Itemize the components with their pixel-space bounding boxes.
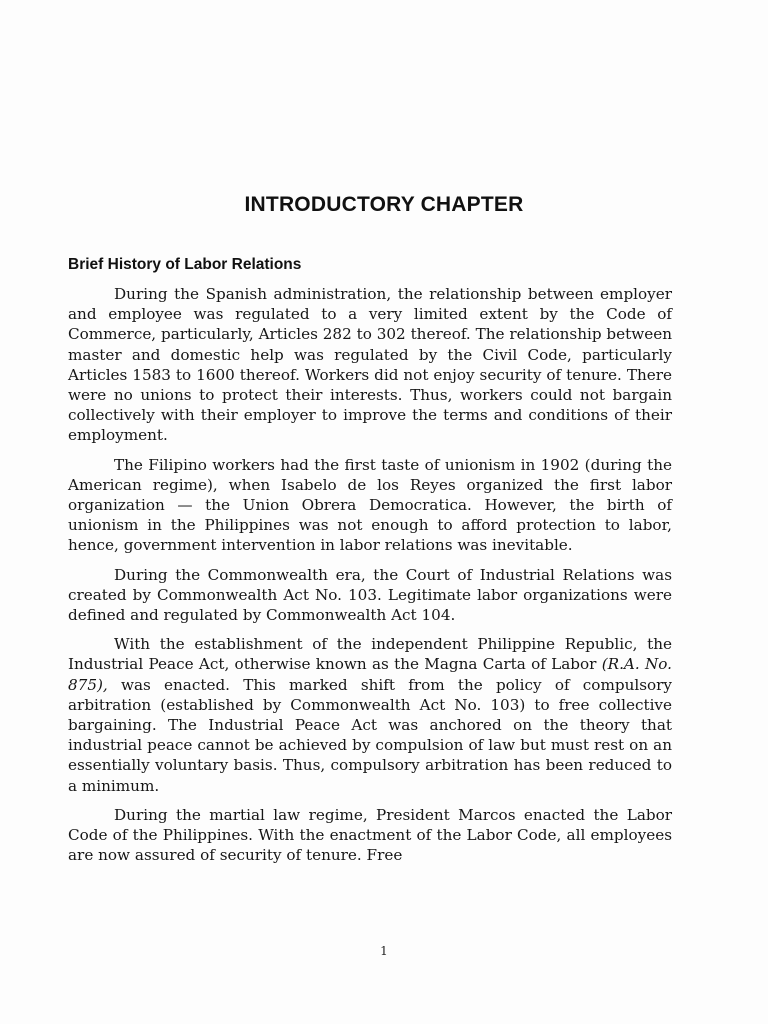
paragraph-1: During the Spanish administration, the relationship between employer and employee was regulated to a very limited extent by the Code of Commerce, particularly, Articles 282 to 302 thereof. The relationship between master and domestic help was regulated by the Civil Code, particularly Articles 1583 to 1600 thereof. Workers did not enjoy security of tenure. There were no unions to protect their interests. Thus, workers could not bargain collectively with their employer to improve the terms and conditions of their employment.: [68, 285, 672, 445]
paragraph-2: The Filipino workers had the first taste of unionism in 1902 (during the American regime), when Isabelo de los Reyes organized the first labor organization — the Union Obrera Democratica. However, the birth of unionism in the Philippines was not enough to afford protection to labor, hence, government intervention in labor relations was inevitable.: [68, 455, 672, 555]
page-number: 1: [380, 944, 388, 958]
paragraph-5: During the martial law regime, President Marcos enacted the Labor Code of the Philippines. With the enactment of the Labor Code, all employees are now assured of security of tenure. Free: [68, 805, 672, 865]
chapter-title: INTRODUCTORY CHAPTER: [244, 193, 524, 216]
paragraph-3: During the Commonwealth era, the Court of Industrial Relations was created by Commonwealth Act No. 103. Legitimate labor organizations were defined and regulated by Commonwealth Act 104.: [68, 565, 672, 625]
paragraph-4-text-after: was enacted. This marked shift from the policy of compulsory arbitration (established by Commonwealth Act No. 103) to free collective bargaining. The Industrial Peace Act was anchored on the theory that industrial peace cannot be achieved by compulsion of law but must rest on an essentially voluntary basis. Thus, compulsory arbitration has been reduced to a minimum.: [68, 675, 672, 795]
paragraph-4: [68, 634, 672, 796]
paragraph-4-citation: (R.A. No. 875),: [68, 655, 672, 694]
section-heading: Brief History of Labor Relations: [68, 256, 302, 273]
paragraph-4-text-before: With the establishment of the independent Philippine Republic, the Industrial Peace Act, otherwise known as the Magna Carta of Labor: [68, 635, 672, 674]
body-text: [68, 284, 672, 874]
